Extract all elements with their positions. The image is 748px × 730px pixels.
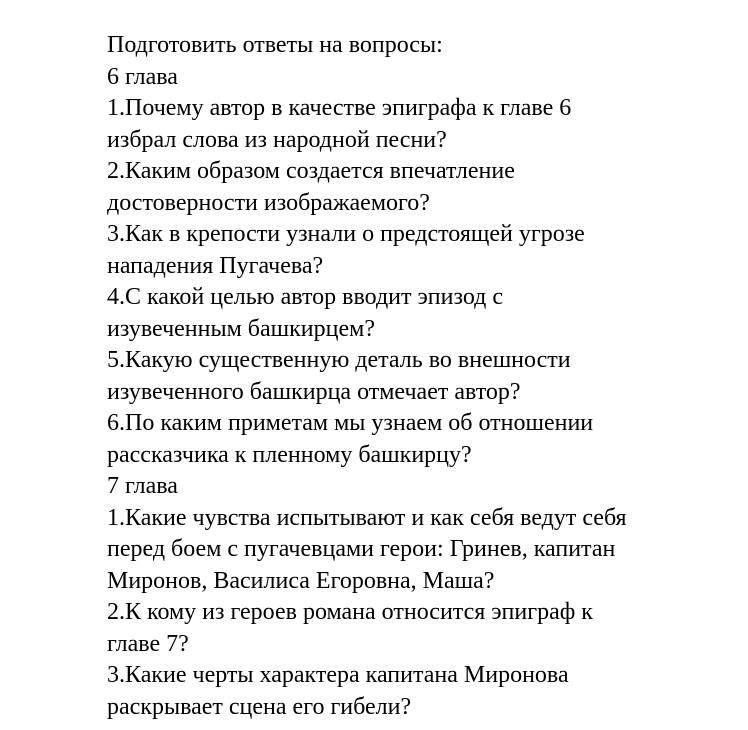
question-item	[107, 408, 737, 471]
question-line: Миронов, Василиса Егоровна, Маша?	[107, 567, 495, 594]
question-line: 4.С какой целью автор вводит эпизод с	[107, 284, 503, 310]
question-item	[107, 282, 737, 345]
question-line: изувеченным башкирцем?	[107, 315, 375, 342]
question-line: 2.Каким образом создается впечатление	[107, 158, 515, 184]
question-line: рассказчика к пленному башкирцу?	[107, 441, 472, 468]
question-line: 6.По каким приметам мы узнаем об отношении	[107, 410, 594, 436]
question-line: избрал слова из народной песни?	[107, 126, 447, 153]
question-item	[107, 660, 737, 723]
question-line: главе 7?	[107, 630, 189, 657]
question-line: 3.Какие черты характера капитана Миронова	[107, 662, 569, 688]
question-item	[107, 345, 737, 408]
question-line: 5.Какую существенную деталь во внешности	[107, 347, 571, 373]
section-chapter-7	[107, 471, 737, 723]
question-line: 1.Какие чувства испытывают и как себя ведут себя	[107, 504, 627, 531]
question-item	[107, 219, 737, 282]
question-item	[107, 93, 737, 156]
section-heading: 7 глава	[107, 473, 178, 499]
question-item	[107, 503, 737, 598]
question-line: 2.К кому из героев романа относится эпиграф к	[107, 599, 593, 625]
section-heading: 6 глава	[107, 63, 178, 90]
question-line: 1.Почему автор в качестве эпиграфа к главе 6	[107, 95, 572, 121]
question-line: достоверности изображаемого?	[107, 189, 430, 216]
question-line: раскрывает сцена его гибели?	[107, 693, 412, 720]
question-item	[107, 597, 737, 660]
section-chapter-6	[107, 62, 737, 472]
document-body	[107, 30, 737, 723]
question-line: перед боем с пугачевцами герои: Гринев, капитан	[107, 536, 616, 562]
question-line: 3.Как в крепости узнали о предстоящей угрозе	[107, 221, 585, 247]
document-title: Подготовить ответы на вопросы:	[107, 32, 443, 58]
question-item	[107, 156, 737, 219]
question-line: нападения Пугачева?	[107, 252, 324, 279]
question-line: изувеченного башкирца отмечает автор?	[107, 378, 521, 405]
